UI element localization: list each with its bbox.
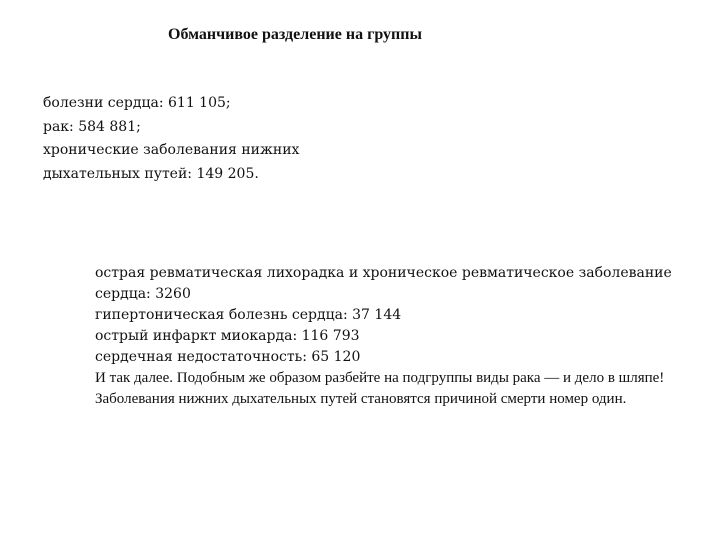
list-item-respiratory-line-1: хронические заболевания нижних <box>43 142 300 158</box>
subgroup-heart-failure: сердечная недостаточность: 65 120 <box>95 349 361 365</box>
list-item-respiratory-line-2: дыхательных путей: 149 205. <box>43 165 259 182</box>
heart-subgroups <box>95 263 695 410</box>
slide-title: Обманчивое разделение на группы <box>168 26 422 43</box>
closing-paragraph: И так далее. Подобным же образом разбейте на подгруппы виды рака — и дело в шляпе! Заболевания нижних дыхательных путей становятся причиной смерти номер один. <box>95 370 665 407</box>
list-item-heart-disease: болезни сердца: 611 105; <box>43 95 231 111</box>
list-item-cancer: рак: 584 881; <box>43 118 141 135</box>
subgroup-rheumatic-line-2: сердца: 3260 <box>95 286 191 302</box>
subgroup-hypertensive: гипертоническая болезнь сердца: 37 144 <box>95 307 402 323</box>
causes-list <box>43 92 299 186</box>
subgroup-infarction: острый инфаркт миокарда: 116 793 <box>95 328 360 344</box>
subgroup-rheumatic-line-1: острая ревматическая лихорадка и хроническое ревматическое заболевание <box>95 265 672 281</box>
